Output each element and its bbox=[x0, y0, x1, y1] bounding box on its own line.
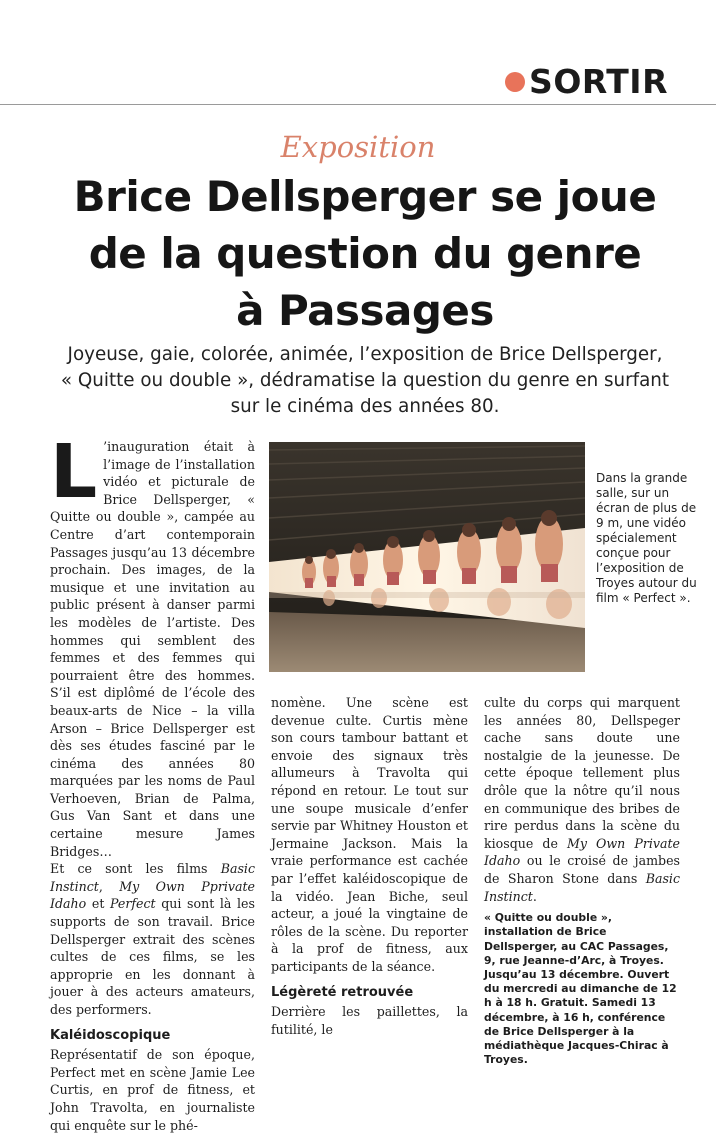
headline-line: Brice Dellsperger se joue bbox=[73, 172, 657, 221]
body-paragraph: culte du corps qui marquent les années 80, Dellspeger cache sans doute une nostalgie de la jeunesse. De cette époque tellement plus drôle que la nôtre qu’il nous en communique des bribes de rire perdus dans la scène du kiosque de My Own Private Idaho ou le croisé de jambes de Sharon Stone dans Basic Instinct. bbox=[484, 695, 680, 904]
film-title: My Own Pprivate Idaho bbox=[50, 878, 256, 912]
body-paragraph: Représentatif de son époque, Perfect met en scène Jamie Lee Curtis, en prof de fitness, et John Travolta, en journaliste qui enquête sur le phé- bbox=[50, 1047, 255, 1133]
standfirst-line: sur le cinéma des années 80. bbox=[230, 396, 500, 417]
standfirst bbox=[30, 342, 700, 420]
kicker: Exposition bbox=[280, 130, 436, 164]
film-title: My Own Private Idaho bbox=[484, 835, 680, 869]
headline-line: à Passages bbox=[236, 286, 494, 335]
standfirst-line: « Quitte ou double », dédramatise la question du genre en surfant bbox=[60, 370, 670, 391]
section-divider bbox=[0, 104, 716, 105]
exhibition-photo bbox=[269, 442, 585, 672]
section-label: SORTIR bbox=[529, 62, 668, 101]
section-header bbox=[505, 62, 668, 101]
headline-line: de la question du genre bbox=[88, 229, 642, 278]
article-column-1 bbox=[50, 429, 256, 1134]
headline bbox=[20, 168, 710, 339]
body-paragraph: nomène. Une scène est devenue culte. Curtis mène son cours tambour battant et envoie des signaux très allumeurs à Travolta qui répond en retour. Le tout sur une soupe musicale d’enfer servie par Whitney Houston et Jermaine Jackson. Mais la vraie performance est cachée par l’effet kaléidoscopique de la vidéo. Jean Biche, seul acteur, a joué la vingtaine de rôles de la scène. Du reporter à la prof de fitness, aux participants de la séance. bbox=[271, 695, 468, 974]
standfirst-line: Joyeuse, gaie, colorée, animée, l’exposition de Brice Dellsperger, bbox=[67, 344, 663, 365]
subheading: Légèreté retrouvée bbox=[271, 984, 414, 1000]
film-title: Basic Instinct bbox=[50, 861, 255, 894]
video-installation-image bbox=[269, 442, 585, 672]
article-column-3 bbox=[484, 694, 680, 1067]
body-paragraph: Derrière les paillettes, la futilité, le bbox=[271, 1004, 468, 1037]
section-dot-icon bbox=[505, 72, 525, 92]
body-paragraph: L ’inauguration était à l’image de l’installation vidéo et picturale de Brice Dellsperger, « Quitte ou double », campée au Centre d’art contemporain Passages jusqu’au 13 décembre prochain. Des images, de la musique et une invitation au public présent à danser parmi les modèles de l’artiste. Des hommes qui semblent des femmes et des femmes qui pourraient être des hommes. S’il est diplômé de l’école des beaux-arts de Nice – la villa Arson – Brice Dellsperger est dès ses études fasciné par le cinéma des années 80 marquées par les noms de Paul Verhoeven, Brian de Palma, Gus Van Sant et dans une certaine mesure James Bridges… bbox=[50, 429, 255, 859]
photo-caption: Dans la grande salle, sur un écran de plus de 9 m, une vidéo spécialement conçue pour l’exposition de Troyes autour du film « Perfect ». bbox=[596, 471, 697, 605]
practical-info: « Quitte ou double », installation de Brice Dellsperger, au CAC Passages, 9, rue Jeanne-d’Arc, à Troyes. Jusqu’au 13 décembre. Ouvert du mercredi au dimanche de 12 h à 18 h. Gratuit. Samedi 13 décembre, à 16 h, conférence de Brice Dellsperger à la médiathèque Jacques-Chirac à Troyes. bbox=[484, 911, 677, 1067]
film-title: Perfect bbox=[110, 896, 156, 912]
subheading: Kaléidoscopique bbox=[50, 1027, 171, 1043]
article-column-2 bbox=[271, 694, 468, 1038]
film-title: Basic Instinct bbox=[484, 870, 680, 904]
body-paragraph: Et ce sont les films Basic Instinct, My Own Pprivate Idaho et Perfect qui sont là les supports de son travail. Brice Dellsperger extrait des scènes cultes de ces films, se les approprie en les donnant à jouer à des acteurs amateurs, des performers. bbox=[50, 861, 256, 1017]
drop-cap: L bbox=[50, 429, 98, 515]
